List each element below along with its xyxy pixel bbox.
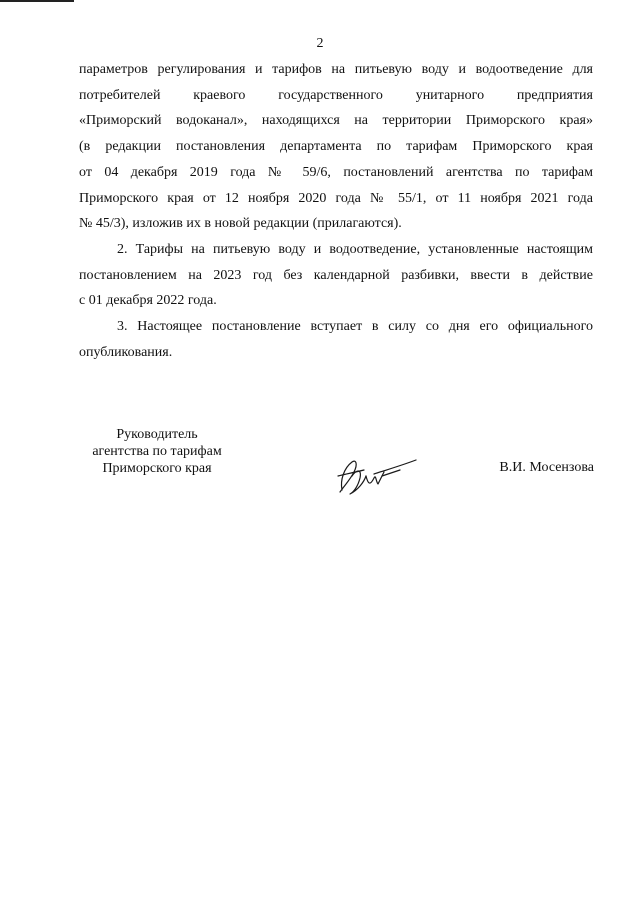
text-line: «Приморский водоканал», находящихся на территории Приморского края» [79,113,593,129]
text-line: 3. Настоящее постановление вступает в силу со дня его официального [117,319,593,335]
signatory-name: В.И. Мосензова [499,460,594,475]
text-line: № 45/3), изложив их в новой редакции (прилагаются). [79,216,402,232]
signatory-title-line: Приморского края [102,461,212,476]
paragraph-1 [79,57,593,237]
text-line: 2. Тарифы на питьевую воду и водоотведение, установленные настоящим [117,241,593,257]
paragraph-3 [79,314,593,365]
document-body [79,57,593,365]
text-line: постановлением на 2023 год без календарной разбивки, ввести в действие [79,267,593,283]
handwritten-signature [330,446,420,502]
signatory-title-line: Руководитель [116,427,198,442]
signature-block [0,426,640,506]
page-number: 2 [316,36,324,51]
scan-corner-mark [0,0,74,2]
paragraph-2 [79,237,593,314]
text-line: (в редакции постановления департамента по тарифам Приморского края [79,139,593,155]
text-line: от 04 декабря 2019 года № 59/6, постановлений агентства по тарифам [79,164,593,180]
text-line: потребителей краевого государственного унитарного предприятия [79,87,593,103]
text-line: с 01 декабря 2022 года. [79,293,217,309]
text-line: параметров регулирования и тарифов на питьевую воду и водоотведение для [79,62,593,77]
signatory-title-line: агентства по тарифам [92,444,222,459]
signatory-title [82,426,232,477]
text-line: Приморского края от 12 ноября 2020 года № 55/1, от 11 ноября 2021 года [79,190,593,206]
text-line: опубликования. [79,344,173,360]
